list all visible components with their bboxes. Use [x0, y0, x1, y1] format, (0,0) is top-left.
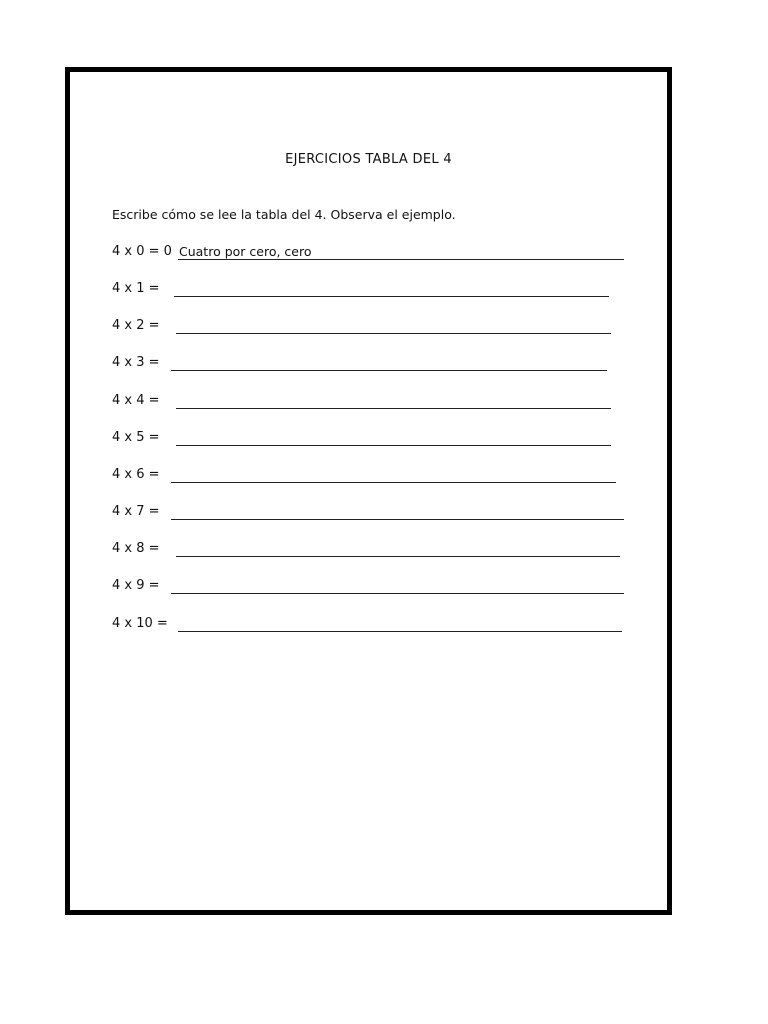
exercise-row: [112, 393, 612, 411]
exercise-equation: 4 x 6 =: [112, 467, 160, 482]
exercise-equation: 4 x 4 =: [112, 393, 160, 408]
exercise-row: [112, 318, 612, 336]
answer-line[interactable]: [176, 556, 620, 557]
answer-line[interactable]: [178, 631, 622, 632]
exercise-row: [112, 541, 627, 559]
exercise-row: [112, 504, 627, 522]
exercise-equation: 4 x 5 =: [112, 430, 160, 445]
worksheet-instructions: Escribe cómo se lee la tabla del 4. Observa el ejemplo.: [112, 207, 456, 222]
worksheet-page: [65, 67, 672, 915]
exercise-equation: 4 x 1 =: [112, 281, 160, 296]
example-answer: Cuatro por cero, cero: [179, 244, 312, 259]
example-answer-line: [178, 259, 624, 260]
exercise-equation: 4 x 3 =: [112, 355, 160, 370]
answer-line[interactable]: [171, 519, 624, 520]
exercise-equation: 4 x 7 =: [112, 504, 160, 519]
answer-line[interactable]: [171, 482, 616, 483]
exercise-equation: 4 x 2 =: [112, 318, 160, 333]
exercise-row: [112, 616, 627, 634]
exercise-row: [112, 578, 627, 596]
worksheet-title: EJERCICIOS TABLA DEL 4: [285, 152, 452, 167]
answer-line[interactable]: [176, 445, 611, 446]
answer-line[interactable]: [176, 408, 611, 409]
exercise-equation: 4 x 10 =: [112, 616, 168, 631]
example-equation: 4 x 0 = 0: [112, 244, 172, 259]
exercise-row: [112, 467, 622, 485]
answer-line[interactable]: [171, 370, 607, 371]
exercise-row: [112, 430, 612, 448]
answer-line[interactable]: [171, 593, 624, 594]
exercise-row: [112, 281, 612, 299]
example-row: [112, 244, 627, 262]
answer-line[interactable]: [176, 333, 611, 334]
answer-line[interactable]: [174, 296, 609, 297]
exercise-row: [112, 355, 612, 373]
exercise-equation: 4 x 9 =: [112, 578, 160, 593]
exercise-equation: 4 x 8 =: [112, 541, 160, 556]
